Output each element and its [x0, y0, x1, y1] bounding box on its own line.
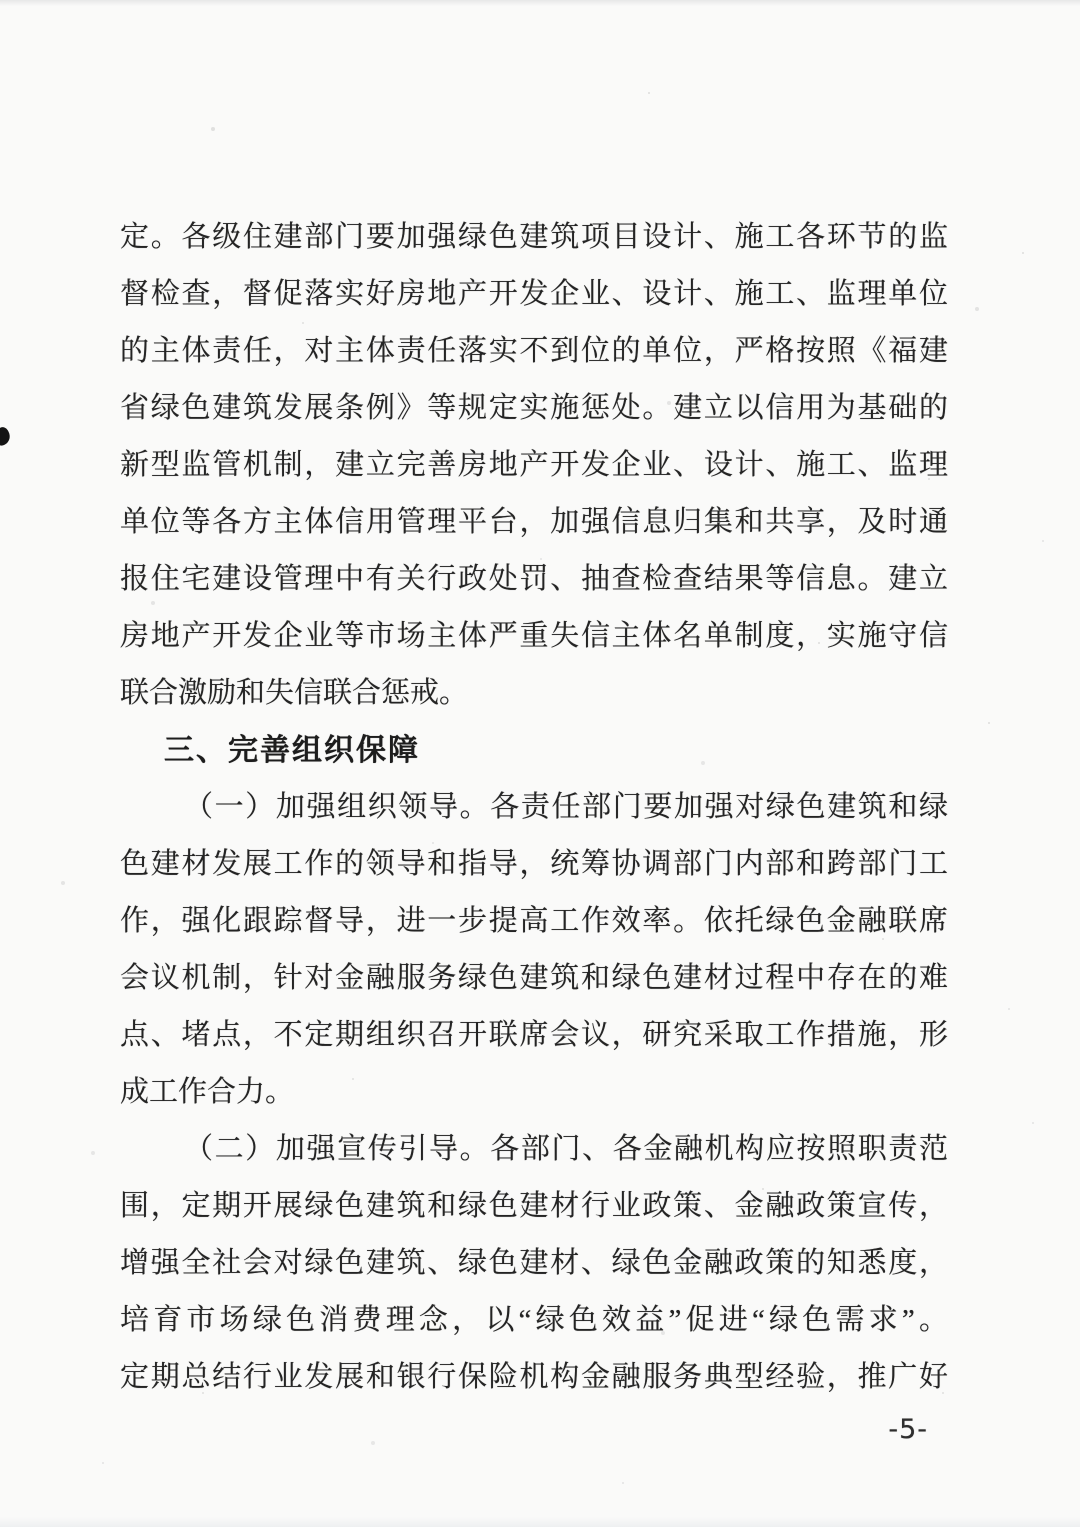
scan-noise-speckles — [0, 0, 2, 2]
scan-top-edge — [0, 0, 1080, 6]
body-line: 房地产开发企业等市场主体严重失信主体名单制度，实施守信 — [120, 620, 948, 652]
scan-bottom-edge — [0, 1517, 1080, 1527]
body-line: （二）加强宣传引导。各部门、各金融机构应按照职责范 — [184, 1133, 948, 1165]
body-line: 色建材发展工作的领导和指导，统筹协调部门内部和跨部门工 — [120, 848, 948, 880]
body-line: 新型监管机制，建立完善房地产开发企业、设计、施工、监理 — [120, 449, 948, 481]
section-heading: 三、完善组织保障 — [164, 733, 420, 768]
scan-artifact-ink-mark — [0, 425, 13, 448]
body-line: 的主体责任，对主体责任落实不到位的单位，严格按照《福建 — [120, 335, 948, 367]
body-line: 定期总结行业发展和银行保险机构金融服务典型经验，推广好 — [120, 1361, 948, 1393]
page-number: -5- — [888, 1414, 928, 1445]
body-line: 成工作合力。 — [120, 1076, 295, 1108]
body-line: 省绿色建筑发展条例》等规定实施惩处。建立以信用为基础的 — [120, 392, 948, 424]
body-line: 报住宅建设管理中有关行政处罚、抽查检查结果等信息。建立 — [120, 563, 948, 595]
body-line: 会议机制，针对金融服务绿色建筑和绿色建材过程中存在的难 — [120, 962, 948, 994]
body-line: 作，强化跟踪督导，进一步提高工作效率。依托绿色金融联席 — [120, 905, 948, 937]
body-line: 定。各级住建部门要加强绿色建筑项目设计、施工各环节的监 — [120, 221, 948, 253]
body-line: 培育市场绿色消费理念，以“绿色效益”促进“绿色需求”。 — [120, 1304, 948, 1336]
body-line: 增强全社会对绿色建筑、绿色建材、绿色金融政策的知悉度， — [120, 1247, 948, 1279]
body-line: 围，定期开展绿色建筑和绿色建材行业政策、金融政策宣传， — [120, 1190, 948, 1222]
body-line: 单位等各方主体信用管理平台，加强信息归集和共享，及时通 — [120, 506, 948, 538]
body-line: 点、堵点，不定期组织召开联席会议，研究采取工作措施，形 — [120, 1019, 948, 1051]
body-line: 督检查，督促落实好房地产开发企业、设计、施工、监理单位 — [120, 278, 948, 310]
body-line: （一）加强组织领导。各责任部门要加强对绿色建筑和绿 — [184, 791, 948, 823]
document-body — [120, 209, 948, 1406]
body-line: 联合激励和失信联合惩戒。 — [120, 677, 469, 709]
